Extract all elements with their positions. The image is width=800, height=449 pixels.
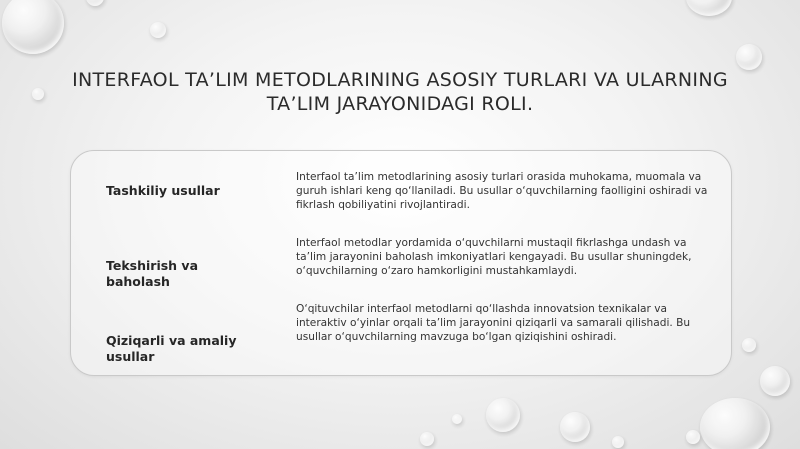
item-description-organizational: Interfaol ta’lim metodlarining asosiy turlari orasida muhokama, muomala va guruh ishlari keng qo‘llaniladi. Bu usullar o‘quvchilarning faolligini oshiradi va fikrlash qobiliyatini rivojlantiradi. (296, 171, 708, 211)
water-drop-decoration (686, 430, 700, 444)
water-drop-decoration (150, 22, 166, 38)
water-drop-decoration (742, 338, 756, 352)
item-label-interactive-methods: Qiziqarli va amaliy usullar (106, 333, 237, 364)
water-drop-decoration (760, 366, 790, 396)
item-description-assessment: Interfaol metodlar yordamida o‘quvchilarni mustaqil fikrlashga undash va ta’lim jarayonini baholash imkoniyatlari kengayadi. Bu usullar shuningdek, o‘quvchilarning o‘zaro hamkorligini mustahkamlaydi. (296, 237, 692, 277)
water-drop-decoration (420, 432, 434, 446)
item-description-interactive-methods: O‘qituvchilar interfaol metodlarni qo‘llashda innovatsion texnikalar va interaktiv o‘yinlar orqali ta’lim jarayonini qiziqarli va samarali qilishadi. Bu usullar o‘quvchilarning mavzuga bo‘lgan qiziqishini oshiradi. (296, 303, 691, 343)
water-drop-decoration (452, 414, 462, 424)
slide-title: INTERFAOL TA’LIM METODLARINING ASOSIY TURLARI VA ULARNING TA’LIM JARAYONIDAGI ROLI. (72, 69, 728, 115)
item-label-assessment: Tekshirish va baholash (106, 258, 199, 289)
water-drop-decoration (86, 0, 104, 6)
item-label-organizational: Tashkiliy usullar (106, 183, 220, 198)
water-drop-decoration (700, 398, 770, 449)
water-drop-decoration (2, 0, 64, 54)
water-drop-decoration (486, 398, 520, 432)
water-drop-decoration (32, 88, 44, 100)
water-drop-decoration (736, 44, 762, 70)
water-drop-decoration (686, 0, 732, 16)
water-drop-decoration (612, 436, 624, 448)
water-drop-decoration (560, 412, 590, 442)
